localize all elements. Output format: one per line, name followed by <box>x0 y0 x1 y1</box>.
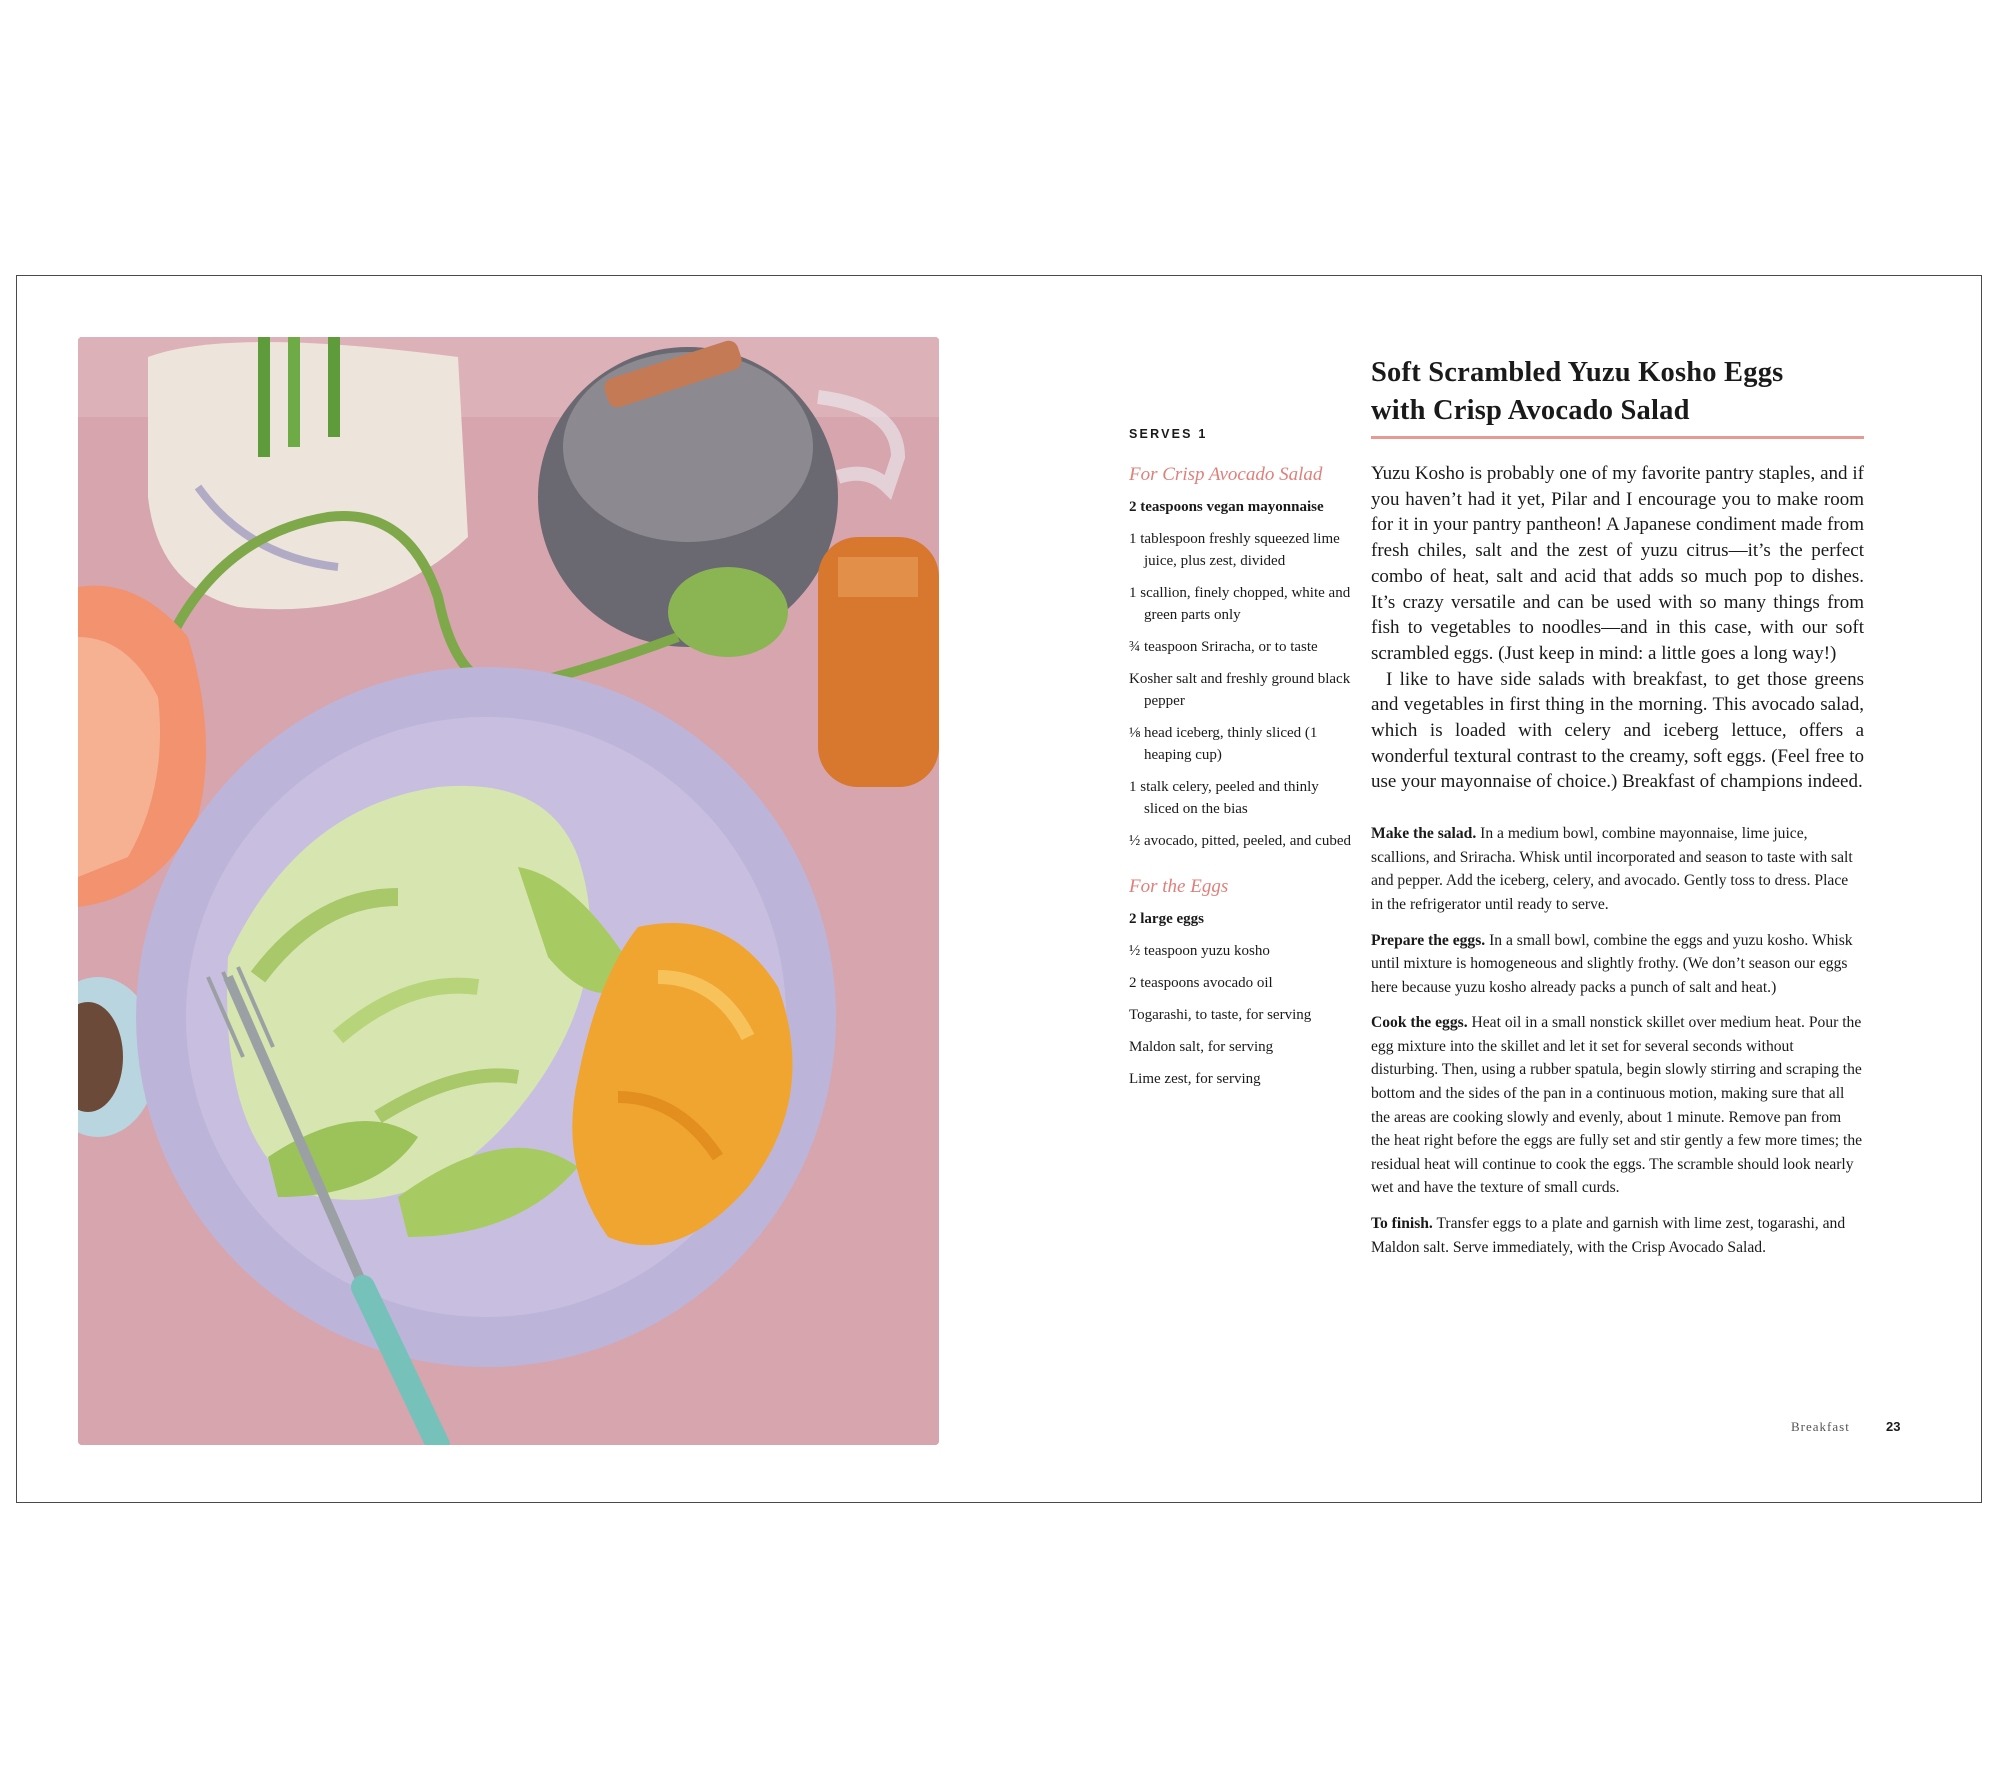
step-text: Heat oil in a small nonstick skillet over medium heat. Pour the egg mixture into the skillet and let it set for several seconds without disturbing. Then, using a rubber spatula, begin slowly stirring and scraping the bottom and the sides of the pan in a continuous motion, making sure that all the areas are cooking slowly and evenly, about 1 minute. Remove pan from the heat right before the eggs are fully set and stir gently a few more times; the residual heat will continue to cook the eggs. The scramble should look nearly wet and have the texture of small curds. <box>1371 1014 1863 1197</box>
step-text: In a small bowl, combine the eggs and yuzu kosho. Whisk until mixture is homogeneous and slightly frothy. (We don’t season our eggs here because yuzu kosho already packs a punch of salt and heat.) <box>1371 931 1853 996</box>
food-photo-illustration <box>78 337 939 1445</box>
recipe-column <box>1371 354 1864 1271</box>
running-footer-section: Breakfast <box>1791 1419 1850 1434</box>
intro-paragraph: Yuzu Kosho is probably one of my favorite pantry staples, and if you haven’t had it yet, Pilar and I encourage you to make room for it in your pantry pantheon! A Japanese condiment made from fresh chiles, salt and the zest of yuzu citrus—it’s the perfect combo of heat, salt and acid that adds so much pop to dishes. It’s crazy versatile and can be used with so many things from fish to vegetables to noodles—and in this case, with our soft scrambled eggs. (Just keep in mind: a little goes a long way!) <box>1371 463 1864 664</box>
ingredient-item: ¾ teaspoon Sriracha, or to taste <box>1129 639 1318 655</box>
step-lead: To finish. <box>1371 1215 1433 1233</box>
method-step <box>1371 1011 1864 1200</box>
ingredient-item: 2 teaspoons vegan mayonnaise <box>1129 499 1324 515</box>
ingredient-item: Togarashi, to taste, for serving <box>1129 1007 1312 1023</box>
salad-subheading: For Crisp Avocado Salad <box>1129 464 1323 485</box>
eggs-subheading: For the Eggs <box>1129 876 1229 897</box>
title-rule <box>1371 436 1864 439</box>
method-step <box>1371 822 1864 916</box>
ingredient-item: ½ teaspoon yuzu kosho <box>1129 943 1270 959</box>
recipe-title-line2: with Crisp Avocado Salad <box>1371 395 1690 426</box>
ingredients-column <box>1129 427 1354 1100</box>
ingredient-item: 1 tablespoon freshly squeezed lime juice, plus zest, divided <box>1129 531 1340 569</box>
method-step <box>1371 929 1864 1000</box>
ingredient-item: ⅛ head iceberg, thinly sliced (1 heaping cup) <box>1129 725 1318 763</box>
ingredient-item: 2 large eggs <box>1129 911 1204 927</box>
step-text: In a medium bowl, combine mayonnaise, lime juice, scallions, and Sriracha. Whisk until incorporated and season to taste with salt and pepper. Add the iceberg, celery, and avocado. Gently toss to dress. Place in the refrigerator until ready to serve. <box>1371 825 1853 913</box>
ingredient-item: Lime zest, for serving <box>1129 1071 1261 1087</box>
vase <box>148 337 468 609</box>
step-lead: Make the salad. <box>1371 825 1477 843</box>
ingredient-item: Maldon salt, for serving <box>1129 1039 1274 1055</box>
serves-label: SERVES 1 <box>1129 427 1208 441</box>
food-photo <box>78 337 939 1445</box>
ingredient-item: 1 stalk celery, peeled and thinly sliced on the bias <box>1129 779 1319 817</box>
ingredient-item: 2 teaspoons avocado oil <box>1129 975 1273 991</box>
book-spread <box>16 275 1982 1503</box>
method-steps <box>1371 822 1864 1259</box>
method-step <box>1371 1212 1864 1259</box>
recipe-title <box>1371 354 1864 430</box>
step-text: Transfer eggs to a plate and garnish with lime zest, togarashi, and Maldon salt. Serve immediately, with the Crisp Avocado Salad. <box>1371 1215 1846 1256</box>
sauce-jar <box>818 537 939 787</box>
intro-paragraph: I like to have side salads with breakfast, to get those greens and vegetables in first thing in the morning. This avocado salad, which is loaded with celery and iceberg lettuce, offers a wonderful textural contrast to the creamy, soft eggs. (Feel free to use your mayonnaise of choice.) Breakfast of champions indeed. <box>1371 668 1864 793</box>
recipe-title-line1: Soft Scrambled Yuzu Kosho Eggs <box>1371 357 1784 388</box>
page-number: 23 <box>1886 1419 1901 1434</box>
step-lead: Cook the eggs. <box>1371 1014 1468 1032</box>
ingredient-item: ½ avocado, pitted, peeled, and cubed <box>1129 833 1351 849</box>
step-lead: Prepare the eggs. <box>1371 931 1486 949</box>
ingredient-item: Kosher salt and freshly ground black pepper <box>1129 671 1351 709</box>
ingredient-item: 1 scallion, finely chopped, white and green parts only <box>1129 585 1351 623</box>
